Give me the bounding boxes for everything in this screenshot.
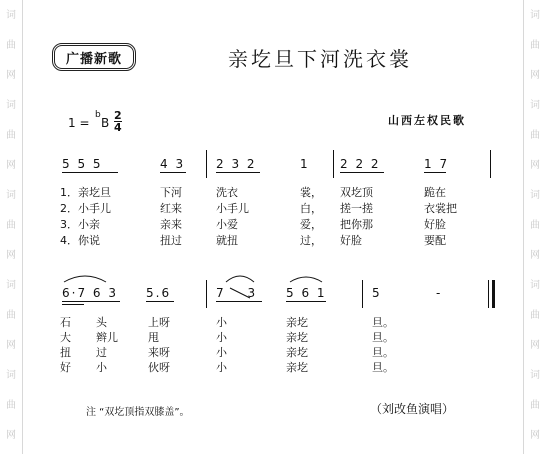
lyric-cell: 好 [60,361,71,374]
broadcast-new-song-badge: 广播新歌 [52,43,136,71]
lyric-cell: 要配 [424,234,446,247]
lyric-cell: 下河 [160,186,182,199]
notes-r2-a: 6·7 6 3 [62,286,118,300]
lyric-cell: 洗衣 [216,186,238,199]
lyric-cell: 跪在 [424,186,446,199]
lyric-cell: 亲来 [160,218,182,231]
lyric-cell: 小 [216,361,227,374]
lyric-cell: 上呀 [148,316,170,329]
notes-r1-e: 2 2 2 [340,157,381,171]
lyric-cell: 3．小亲 [60,218,100,231]
lyric-cell: 伙呀 [148,361,170,374]
watermark-char: 网 [530,70,540,81]
lyric-cell: 辫儿 [96,331,118,344]
watermark-char: 词 [530,10,540,21]
key-prefix: 1 = [68,116,90,130]
lyric-cell: 小 [216,316,227,329]
lyric-cell: 小 [216,331,227,344]
time-top: 2 [114,109,122,122]
beam-r2-a [62,301,120,302]
watermark-char: 词 [6,280,16,291]
watermark-char: 曲 [530,130,540,141]
lyric-cell: 旦。 [372,346,394,359]
lyric-cell: 裳， [300,186,322,199]
watermark-char: 网 [530,250,540,261]
lyric-cell: 旦。 [372,316,394,329]
watermark-char: 曲 [530,40,540,51]
lyric-cell: 亲圪 [286,316,308,329]
lyric-cell: 大 [60,331,71,344]
watermark-char: 网 [530,340,540,351]
lyric-cell: 扭过 [160,234,182,247]
watermark-char: 词 [6,100,16,111]
watermark-char: 词 [6,370,16,381]
watermark-char: 网 [530,160,540,171]
lyric-cell: 白， [300,202,322,215]
notes-r2-d: 5 6 1 [286,286,327,300]
barline-final-thick [492,280,495,308]
lyric-cell: 过， [300,234,322,247]
lyric-cell: 旦。 [372,361,394,374]
lyric-cell: 小爱 [216,218,238,231]
lyric-cell: 就扭 [216,234,238,247]
barline-r2-2 [362,280,363,308]
key-flat: b [95,110,101,120]
watermark-char: 曲 [530,310,540,321]
lyric-cell: 4．你说 [60,234,100,247]
singer-credit: （刘改鱼演唱） [370,402,455,416]
lyric-cell: 来呀 [148,346,170,359]
watermark-char: 词 [6,190,16,201]
notes-r1-d: 1 [300,157,310,171]
watermark-char: 曲 [6,130,16,141]
watermark-char: 曲 [530,400,540,411]
watermark-char: 词 [530,280,540,291]
barline-final-thin [488,280,489,308]
barline-r2-1 [206,280,207,308]
lyric-cell: 扭 [60,346,71,359]
lyric-cell: 2．小手儿 [60,202,111,215]
lyric-cell: 爱， [300,218,322,231]
song-origin: 山西左权民歌 [388,114,466,127]
notes-r1-a: 5 5 5 [62,157,103,171]
watermark-char: 网 [6,250,16,261]
notes-r1-b: 4 3 [160,157,186,171]
notes-r1-c: 2 3 2 [216,157,257,171]
lyric-cell: 小手儿 [216,202,249,215]
watermark-char: 词 [530,100,540,111]
beam-r2-d [286,301,326,302]
watermark-char: 网 [6,160,16,171]
watermark-char: 曲 [6,220,16,231]
beam-r2-c [216,301,262,302]
footnote: 注 “双圪顶指双膝盖”。 [86,407,190,418]
lyric-cell: 小 [216,346,227,359]
beam-r2-b [146,301,174,302]
watermark-char: 曲 [6,310,16,321]
lyric-cell: 小 [96,361,107,374]
watermark-char: 词 [6,10,16,21]
lyric-cell: 搓一搓 [340,202,373,215]
lyric-cell: 好脸 [340,234,362,247]
lyric-cell: 双圪顶 [340,186,373,199]
lyric-cell: 红来 [160,202,182,215]
lyric-cell: 亲圪 [286,361,308,374]
lyric-cell: 头 [96,316,107,329]
watermark-char: 词 [530,370,540,381]
lyric-cell: 衣裳把 [424,202,457,215]
watermark-char: 曲 [6,400,16,411]
watermark-char: 网 [6,430,16,441]
watermark-char: 曲 [6,40,16,51]
watermark-char: 网 [530,430,540,441]
time-bottom: 4 [114,121,122,134]
lyric-cell: 亲圪 [286,346,308,359]
notes-r2-e: 5 [372,286,382,300]
lyric-cell: 好脸 [424,218,446,231]
lyric-cell: 旦。 [372,331,394,344]
lyric-cell: 石 [60,316,71,329]
watermark-char: 曲 [530,220,540,231]
lyric-cell: 过 [96,346,107,359]
watermark-char: 网 [6,340,16,351]
lyric-cell: 1．亲圪旦 [60,186,111,199]
watermark-char: 网 [6,70,16,81]
lyric-cell: 亲圪 [286,331,308,344]
notes-r2-f: - [436,286,443,300]
beam-r2-a2 [62,304,84,305]
key-note: B [101,116,110,130]
notes-r2-c: 7 3 [216,286,266,300]
song-title: 亲圪旦下河洗衣裳 [228,47,412,71]
notes-r1-f: 1 7 [424,157,450,171]
lyric-cell: 甩 [148,331,159,344]
notes-r2-b: 5.6 [146,286,172,300]
lyric-cell: 把你那 [340,218,373,231]
watermark-char: 词 [530,190,540,201]
